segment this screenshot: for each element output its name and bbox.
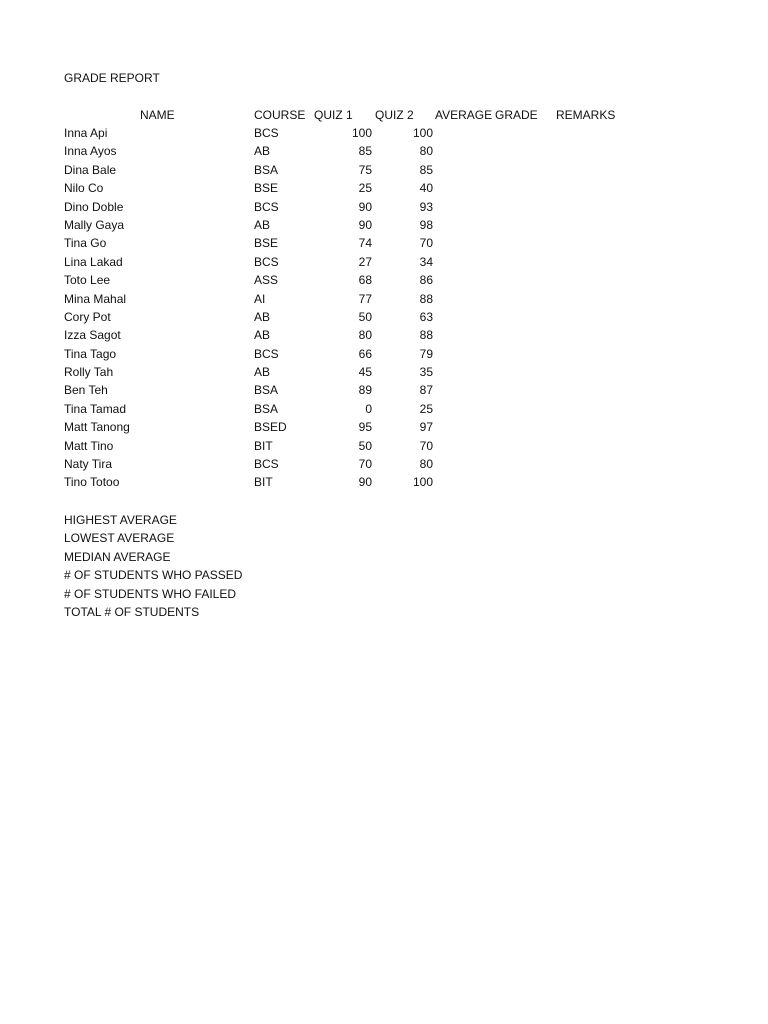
student-course: BIT [254, 475, 273, 490]
average-header: AVERAGE [435, 108, 493, 122]
table-row [64, 143, 664, 161]
student-name: Matt Tanong [64, 420, 130, 435]
report-title: GRADE REPORT [64, 71, 160, 85]
grade-header: GRADE [495, 108, 538, 122]
student-name: Mina Mahal [64, 291, 127, 306]
quiz2-score: 80 [419, 457, 433, 472]
student-course: AI [254, 291, 266, 306]
student-course: ASS [254, 273, 279, 288]
table-row [64, 401, 664, 419]
quiz1-score: 74 [358, 236, 372, 251]
student-course: BSE [254, 236, 279, 251]
table-row [64, 364, 664, 382]
table-header [64, 107, 664, 123]
quiz1-score: 68 [358, 273, 372, 288]
student-course: BCS [254, 126, 279, 140]
summary-section [64, 512, 242, 622]
student-name: Tina Go [64, 236, 107, 251]
student-name: Dina Bale [64, 162, 117, 177]
table-row [64, 235, 664, 253]
quiz1-score: 90 [358, 475, 372, 490]
student-name: Tina Tamad [64, 401, 127, 416]
student-name: Cory Pot [64, 309, 111, 324]
name-header: NAME [140, 108, 175, 122]
student-name: Tino Totoo [64, 475, 120, 490]
student-name: Lina Lakad [64, 254, 123, 269]
table-row [64, 291, 664, 309]
quiz2-score: 85 [419, 162, 433, 177]
highest-average-label: HIGHEST AVERAGE [64, 513, 177, 527]
student-name: Matt Tino [64, 438, 114, 453]
student-course: BSED [254, 420, 287, 435]
student-course: BCS [254, 199, 279, 214]
quiz1-score: 66 [358, 346, 372, 361]
student-name: Mally Gaya [64, 217, 125, 232]
quiz2-score: 70 [419, 438, 433, 453]
table-row [64, 382, 664, 400]
quiz1-score: 90 [358, 199, 372, 214]
table-row [64, 419, 664, 437]
remarks-header: REMARKS [556, 108, 616, 122]
quiz1-score: 89 [358, 383, 372, 398]
quiz1-score: 90 [358, 217, 372, 232]
quiz1-score: 25 [358, 181, 372, 196]
quiz2-score: 88 [419, 291, 433, 306]
student-course: AB [254, 144, 271, 159]
quiz2-score: 25 [419, 401, 433, 416]
student-course: AB [254, 365, 271, 380]
student-course: BSE [254, 181, 279, 196]
student-name: Nilo Co [64, 181, 104, 196]
table-row [64, 438, 664, 456]
quiz2-score: 34 [419, 254, 433, 269]
quiz1-score: 50 [358, 438, 372, 453]
student-course: AB [254, 328, 271, 343]
table-row [64, 272, 664, 290]
quiz2-score: 100 [412, 475, 433, 490]
students-failed-label: # OF STUDENTS WHO FAILED [64, 586, 237, 601]
table-row [64, 309, 664, 327]
student-course: BCS [254, 457, 279, 472]
quiz1-score: 70 [358, 457, 372, 472]
quiz2-score: 70 [419, 236, 433, 251]
table-row [64, 346, 664, 364]
table-row [64, 125, 664, 143]
quiz1-header: QUIZ 1 [314, 108, 353, 122]
quiz2-score: 35 [419, 365, 433, 380]
student-name: Inna Api [64, 126, 108, 140]
table-row [64, 456, 664, 474]
student-course: BSA [254, 162, 279, 177]
student-name: Toto Lee [64, 273, 111, 288]
table-row [64, 199, 664, 217]
quiz2-score: 98 [419, 217, 433, 232]
quiz1-score: 50 [358, 309, 372, 324]
quiz1-score: 95 [358, 420, 372, 435]
table-row [64, 474, 664, 492]
median-average-label: MEDIAN AVERAGE [64, 549, 171, 564]
student-course: BIT [254, 438, 273, 453]
quiz1-score: 77 [358, 291, 372, 306]
student-name: Izza Sagot [64, 328, 121, 343]
student-course: BSA [254, 383, 279, 398]
quiz2-score: 80 [419, 144, 433, 159]
student-name: Naty Tira [64, 457, 113, 472]
lowest-average-label: LOWEST AVERAGE [64, 531, 175, 546]
table-row [64, 254, 664, 272]
quiz1-score: 85 [358, 144, 372, 159]
table-row [64, 217, 664, 235]
quiz1-score: 80 [358, 328, 372, 343]
student-course: AB [254, 309, 271, 324]
student-name: Rolly Tah [64, 365, 114, 380]
table-row [64, 162, 664, 180]
table-row [64, 180, 664, 198]
quiz2-score: 100 [412, 126, 433, 140]
student-course: BCS [254, 254, 279, 269]
quiz2-score: 87 [419, 383, 433, 398]
student-name: Ben Teh [64, 383, 108, 398]
quiz2-header: QUIZ 2 [375, 108, 414, 122]
student-course: BCS [254, 346, 279, 361]
quiz1-score: 27 [358, 254, 372, 269]
quiz2-score: 88 [419, 328, 433, 343]
student-course: AB [254, 217, 271, 232]
student-name: Inna Ayos [64, 144, 117, 159]
student-rows [64, 125, 664, 493]
quiz2-score: 63 [419, 309, 433, 324]
quiz2-score: 86 [419, 273, 433, 288]
total-students-label: TOTAL # OF STUDENTS [64, 604, 200, 619]
students-passed-label: # OF STUDENTS WHO PASSED [64, 568, 243, 583]
quiz2-score: 97 [419, 420, 433, 435]
table-row [64, 327, 664, 345]
quiz2-score: 79 [419, 346, 433, 361]
student-name: Tina Tago [64, 346, 117, 361]
course-header: COURSE [254, 108, 306, 122]
quiz1-score: 100 [351, 126, 372, 140]
quiz1-score: 75 [358, 162, 372, 177]
quiz2-score: 93 [419, 199, 433, 214]
student-course: BSA [254, 401, 279, 416]
quiz1-score: 45 [358, 365, 372, 380]
student-name: Dino Doble [64, 199, 124, 214]
quiz2-score: 40 [419, 181, 433, 196]
quiz1-score: 0 [365, 401, 372, 416]
